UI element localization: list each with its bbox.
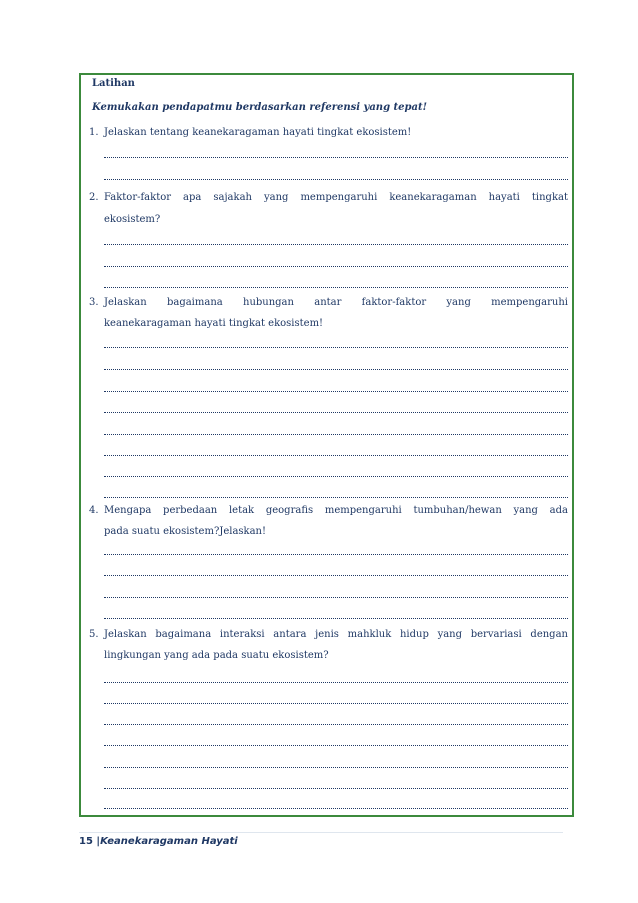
- answer-line[interactable]: [104, 278, 568, 288]
- question-4-text-line-1: Mengapa perbedaan letak geografis mempengaruhi tumbuhan/hewan yang ada: [104, 505, 568, 516]
- answer-line[interactable]: [104, 588, 568, 598]
- page-footer: [79, 836, 238, 847]
- question-2-number: 2.: [89, 192, 99, 203]
- answer-line[interactable]: [104, 170, 568, 180]
- answer-line[interactable]: [104, 779, 568, 789]
- answer-line[interactable]: [104, 609, 568, 619]
- question-3-number: 3.: [89, 297, 99, 308]
- answer-line[interactable]: [104, 446, 568, 456]
- answer-line[interactable]: [104, 467, 568, 477]
- answer-line[interactable]: [104, 360, 568, 370]
- answer-line[interactable]: [104, 235, 568, 245]
- answer-line[interactable]: [104, 338, 568, 348]
- exercise-title: Latihan: [92, 78, 135, 89]
- question-2-text-line-1: Faktor-faktor apa sajakah yang mempengaruhi keanekaragaman hayati tingkat: [104, 192, 568, 203]
- answer-line[interactable]: [104, 148, 568, 158]
- answer-line[interactable]: [104, 736, 568, 746]
- answer-line[interactable]: [104, 382, 568, 392]
- exercise-box: [79, 73, 574, 817]
- question-5-number: 5.: [89, 629, 99, 640]
- question-3-text-line-2: keanekaragaman hayati tingkat ekosistem!: [104, 318, 324, 329]
- question-4-number: 4.: [89, 505, 99, 516]
- question-5-text-line-1: Jelaskan bagaimana interaksi antara jenis mahkluk hidup yang bervariasi dengan: [104, 629, 568, 640]
- footer-separator: |: [96, 836, 101, 847]
- question-4-text-line-2: pada suatu ekosistem?Jelaskan!: [104, 526, 267, 537]
- footer-divider: [79, 832, 563, 833]
- answer-line[interactable]: [104, 425, 568, 435]
- exercise-instruction: Kemukakan pendapatmu berdasarkan referensi yang tepat!: [92, 102, 428, 113]
- answer-line[interactable]: [104, 488, 568, 498]
- question-1-number: 1.: [89, 127, 99, 138]
- question-2-text-line-2: ekosistem?: [104, 214, 161, 225]
- answer-line[interactable]: [104, 673, 568, 683]
- answer-line[interactable]: [104, 257, 568, 267]
- book-title: Keanekaragaman Hayati: [100, 836, 238, 847]
- answer-line[interactable]: [104, 545, 568, 555]
- question-3-text-line-1: Jelaskan bagaimana hubungan antar faktor-faktor yang mempengaruhi: [104, 297, 568, 308]
- page-number: 15: [79, 836, 93, 847]
- answer-line[interactable]: [104, 799, 568, 809]
- answer-line[interactable]: [104, 694, 568, 704]
- question-1-text: Jelaskan tentang keanekaragaman hayati tingkat ekosistem!: [104, 127, 412, 138]
- answer-line[interactable]: [104, 566, 568, 576]
- question-5-text-line-2: lingkungan yang ada pada suatu ekosistem?: [104, 650, 329, 661]
- answer-line[interactable]: [104, 758, 568, 768]
- answer-line[interactable]: [104, 403, 568, 413]
- answer-line[interactable]: [104, 715, 568, 725]
